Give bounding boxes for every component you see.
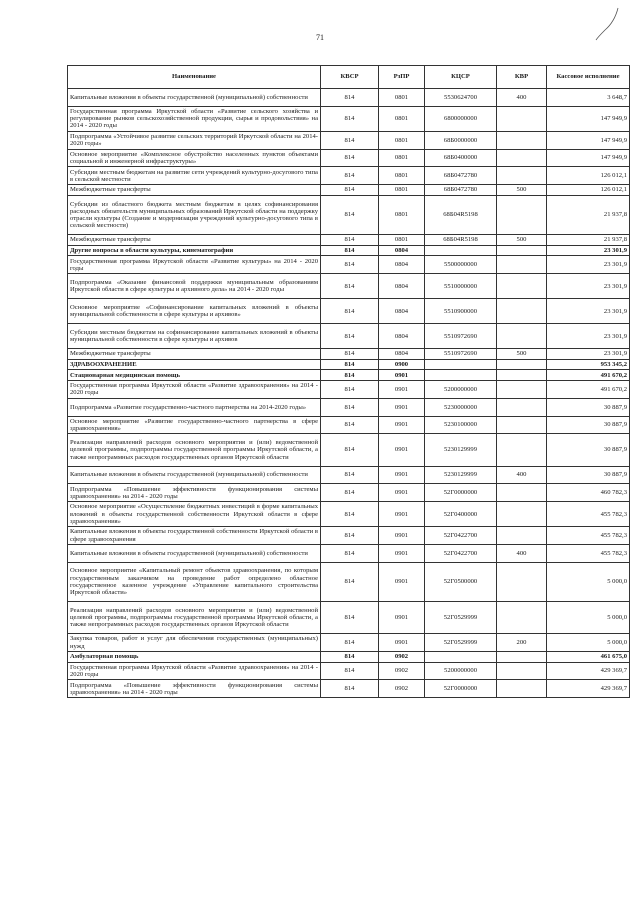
row-kvr — [497, 274, 547, 299]
row-kvsr: 814 — [321, 359, 379, 370]
table-row — [68, 195, 630, 234]
row-kvr — [497, 484, 547, 502]
row-amount: 23 301,9 — [547, 349, 630, 360]
row-amount: 3 648,7 — [547, 89, 630, 107]
row-kcsr: 6800000000 — [425, 106, 497, 131]
row-kcsr: 5230000000 — [425, 398, 497, 416]
row-rzpr: 0801 — [379, 195, 425, 234]
row-rzpr: 0804 — [379, 349, 425, 360]
row-kvsr: 814 — [321, 416, 379, 434]
row-kcsr: 52Г0529999 — [425, 634, 497, 652]
row-kvsr: 814 — [321, 89, 379, 107]
row-name: Подпрограмма «Оказание финансовой поддержки муниципальным образованиям Иркутской области в сфере культуры и архивного дела» на 2014 - 2020 годы — [68, 274, 321, 299]
row-kvsr: 814 — [321, 502, 379, 527]
row-kvr — [497, 195, 547, 234]
table-row — [68, 652, 630, 663]
row-kcsr — [425, 652, 497, 663]
row-kvsr: 814 — [321, 131, 379, 149]
row-kcsr: 5530624700 — [425, 89, 497, 107]
row-kvsr: 814 — [321, 662, 379, 680]
row-amount: 23 301,9 — [547, 245, 630, 256]
table-row — [68, 185, 630, 196]
row-rzpr: 0801 — [379, 167, 425, 185]
row-rzpr: 0900 — [379, 359, 425, 370]
table-row — [68, 299, 630, 324]
row-kcsr: 5200000000 — [425, 662, 497, 680]
row-name: Субсидии из областного бюджета местным бюджетам в целях софинансирования расходных обязательств муниципальных образований Иркутской области на поддержку отрасли культуры (Создание и модернизация учреждений культурно-досугового типа в сельской местности) — [68, 195, 321, 234]
table-row — [68, 380, 630, 398]
row-kvr — [497, 256, 547, 274]
header-rzpr: РзПР — [379, 66, 425, 89]
row-name: Основное мероприятие «Осуществление бюджетных инвестиций в форме капитальных вложений в объекты государственной собственности Иркутской области в сфере здравоохранения» — [68, 502, 321, 527]
row-rzpr: 0801 — [379, 89, 425, 107]
row-kvr — [497, 398, 547, 416]
row-kvr — [497, 527, 547, 545]
table-row — [68, 245, 630, 256]
row-name: Подпрограмма «Повышение эффективности функционирования системы здравоохранения» на 2014 - 2020 годы — [68, 484, 321, 502]
row-kcsr: 68Б0472780 — [425, 167, 497, 185]
row-kvsr: 814 — [321, 185, 379, 196]
row-name: Межбюджетные трансферты — [68, 349, 321, 360]
row-rzpr: 0901 — [379, 634, 425, 652]
row-kvr — [497, 380, 547, 398]
table-row — [68, 466, 630, 484]
row-kvr — [497, 652, 547, 663]
table-row — [68, 416, 630, 434]
row-kcsr — [425, 370, 497, 381]
row-rzpr: 0901 — [379, 562, 425, 601]
row-amount: 30 887,9 — [547, 466, 630, 484]
row-amount: 23 301,9 — [547, 299, 630, 324]
row-amount: 21 937,8 — [547, 195, 630, 234]
row-kvr: 500 — [497, 185, 547, 196]
row-amount: 21 937,8 — [547, 235, 630, 246]
row-kvr: 200 — [497, 634, 547, 652]
row-kcsr: 5510900000 — [425, 299, 497, 324]
row-kcsr: 52Г0400000 — [425, 502, 497, 527]
row-rzpr: 0804 — [379, 299, 425, 324]
row-rzpr: 0901 — [379, 544, 425, 562]
row-rzpr: 0801 — [379, 185, 425, 196]
row-kvr — [497, 562, 547, 601]
row-rzpr: 0901 — [379, 502, 425, 527]
row-amount: 23 301,9 — [547, 274, 630, 299]
table-row — [68, 89, 630, 107]
row-amount: 147 949,9 — [547, 131, 630, 149]
row-name: Субсидии местным бюджетам на софинансирование капитальных вложений в объекты муниципальной собственности в сфере культуры и архивов — [68, 324, 321, 349]
header-kvr: КВР — [497, 66, 547, 89]
row-name: Другие вопросы в области культуры, кинематографии — [68, 245, 321, 256]
row-kcsr: 68Б0472780 — [425, 185, 497, 196]
row-amount: 455 782,3 — [547, 527, 630, 545]
row-kvsr: 814 — [321, 349, 379, 360]
row-rzpr: 0902 — [379, 652, 425, 663]
row-name: Закупка товаров, работ и услуг для обеспечения государственных (муниципальных) нужд — [68, 634, 321, 652]
row-name: Амбулаторная помощь — [68, 652, 321, 663]
row-kvsr: 814 — [321, 680, 379, 698]
row-kcsr: 52Г0422700 — [425, 544, 497, 562]
row-rzpr: 0902 — [379, 680, 425, 698]
row-rzpr: 0901 — [379, 466, 425, 484]
row-name: Основное мероприятие «Капитальный ремонт объектов здравоохранения, по которым государственным заказчиком на проведение работ определено областное государственное казенное учреждение «Управление капитального строительства Иркутской области» — [68, 562, 321, 601]
row-rzpr: 0901 — [379, 484, 425, 502]
row-kcsr: 52Г0422700 — [425, 527, 497, 545]
table-row — [68, 106, 630, 131]
row-rzpr: 0901 — [379, 602, 425, 634]
table-row — [68, 131, 630, 149]
row-name: Подпрограмма «Повышение эффективности функционирования системы здравоохранения» на 2014 - 2020 годы — [68, 680, 321, 698]
row-kvsr: 814 — [321, 195, 379, 234]
row-amount: 5 000,0 — [547, 634, 630, 652]
row-amount: 491 670,2 — [547, 370, 630, 381]
row-kcsr: 5510000000 — [425, 274, 497, 299]
table-row — [68, 680, 630, 698]
table-row — [68, 562, 630, 601]
row-amount: 429 369,7 — [547, 680, 630, 698]
row-kvr — [497, 662, 547, 680]
row-name: Государственная программа Иркутской области «Развитие культуры» на 2014 - 2020 годы — [68, 256, 321, 274]
row-amount: 953 345,2 — [547, 359, 630, 370]
row-name: Государственная программа Иркутской области «Развитие здравоохранения» на 2014 - 2020 годы — [68, 380, 321, 398]
row-kcsr: 68Б0400000 — [425, 149, 497, 167]
row-kvr — [497, 299, 547, 324]
row-name: Государственная программа Иркутской области «Развитие сельского хозяйства и регулирование рынков сельскохозяйственной продукции, сырья и продовольствия» на 2014 - 2020 годы — [68, 106, 321, 131]
row-kvr: 400 — [497, 89, 547, 107]
table-row — [68, 235, 630, 246]
table-row — [68, 484, 630, 502]
row-rzpr: 0901 — [379, 416, 425, 434]
row-kcsr: 68Б0000000 — [425, 131, 497, 149]
row-kcsr: 5230129999 — [425, 434, 497, 466]
table-row — [68, 149, 630, 167]
row-name: Государственная программа Иркутской области «Развитие здравоохранения» на 2014 - 2020 годы — [68, 662, 321, 680]
row-name: Субсидии местным бюджетам на развитие сети учреждений культурно-досугового типа в сельской местности — [68, 167, 321, 185]
row-amount: 30 887,9 — [547, 434, 630, 466]
row-amount: 126 012,1 — [547, 185, 630, 196]
row-kcsr: 52Г0000000 — [425, 484, 497, 502]
row-rzpr: 0901 — [379, 380, 425, 398]
table-row — [68, 274, 630, 299]
row-rzpr: 0801 — [379, 106, 425, 131]
header-kcsr: КЦСР — [425, 66, 497, 89]
row-kcsr: 52Г0000000 — [425, 680, 497, 698]
row-kvr — [497, 359, 547, 370]
table-row — [68, 256, 630, 274]
row-kvsr: 814 — [321, 634, 379, 652]
row-kvr: 400 — [497, 544, 547, 562]
row-rzpr: 0801 — [379, 235, 425, 246]
row-kvr — [497, 370, 547, 381]
row-amount: 5 000,0 — [547, 562, 630, 601]
row-kvsr: 814 — [321, 245, 379, 256]
row-name: Капитальные вложения в объекты государственной (муниципальной) собственности — [68, 466, 321, 484]
row-name: Основное мероприятие «Комплексное обустройство населенных пунктов объектами социальной и инженерной инфраструктуры» — [68, 149, 321, 167]
table-row — [68, 324, 630, 349]
row-kvsr: 814 — [321, 527, 379, 545]
row-kvr — [497, 167, 547, 185]
row-kvr — [497, 106, 547, 131]
row-kcsr: 5500000000 — [425, 256, 497, 274]
row-amount: 461 675,0 — [547, 652, 630, 663]
row-kvr: 500 — [497, 235, 547, 246]
table-row — [68, 662, 630, 680]
row-kvsr: 814 — [321, 466, 379, 484]
row-kvsr: 814 — [321, 149, 379, 167]
row-name: Капитальные вложения в объекты государственной собственности Иркутской области в сфере здравоохранения — [68, 527, 321, 545]
row-kvr — [497, 502, 547, 527]
row-rzpr: 0801 — [379, 131, 425, 149]
row-kcsr: 52Г0529999 — [425, 602, 497, 634]
row-rzpr: 0804 — [379, 245, 425, 256]
row-name: Реализация направлений расходов основного мероприятия и (или) ведомственной целевой программы, подпрограммы государственной программы Иркутской области, а также непрограммных расходов государственных органов Иркутской области — [68, 434, 321, 466]
row-amount: 30 887,9 — [547, 398, 630, 416]
row-rzpr: 0901 — [379, 434, 425, 466]
row-rzpr: 0901 — [379, 527, 425, 545]
row-name: Капитальные вложения в объекты государственной (муниципальной) собственности — [68, 89, 321, 107]
row-kvsr: 814 — [321, 380, 379, 398]
table-row — [68, 349, 630, 360]
row-amount: 147 949,9 — [547, 149, 630, 167]
row-kvsr: 814 — [321, 235, 379, 246]
row-kvsr: 814 — [321, 602, 379, 634]
row-kvr: 500 — [497, 349, 547, 360]
row-amount: 23 301,9 — [547, 324, 630, 349]
table-row — [68, 359, 630, 370]
header-amount: Кассовое исполнение — [547, 66, 630, 89]
table-row — [68, 370, 630, 381]
row-amount: 455 782,3 — [547, 502, 630, 527]
row-amount: 126 012,1 — [547, 167, 630, 185]
row-amount: 429 369,7 — [547, 662, 630, 680]
row-kvsr: 814 — [321, 274, 379, 299]
row-kcsr: 52Г0500000 — [425, 562, 497, 601]
row-name: ЗДРАВООХРАНЕНИЕ — [68, 359, 321, 370]
row-rzpr: 0801 — [379, 149, 425, 167]
handwritten-mark — [592, 6, 622, 42]
row-kvsr: 814 — [321, 434, 379, 466]
row-name: Межбюджетные трансферты — [68, 235, 321, 246]
row-kvsr: 814 — [321, 167, 379, 185]
row-rzpr: 0804 — [379, 256, 425, 274]
row-rzpr: 0804 — [379, 274, 425, 299]
table-row — [68, 544, 630, 562]
row-kvsr: 814 — [321, 324, 379, 349]
row-kcsr: 5230129999 — [425, 466, 497, 484]
row-rzpr: 0902 — [379, 662, 425, 680]
table-body — [68, 89, 630, 698]
row-kvr — [497, 602, 547, 634]
row-rzpr: 0804 — [379, 324, 425, 349]
row-kvsr: 814 — [321, 299, 379, 324]
row-name: Стационарная медицинская помощь — [68, 370, 321, 381]
row-kvr — [497, 680, 547, 698]
page-number: 71 — [316, 33, 324, 42]
row-kcsr: 5230100000 — [425, 416, 497, 434]
row-kvr — [497, 324, 547, 349]
table-row — [68, 434, 630, 466]
row-kvr — [497, 149, 547, 167]
row-kcsr: 68Б04R5198 — [425, 235, 497, 246]
table-row — [68, 527, 630, 545]
header-kvsr: КВСР — [321, 66, 379, 89]
table-header-row — [68, 66, 630, 89]
row-amount: 491 670,2 — [547, 380, 630, 398]
row-amount: 30 887,9 — [547, 416, 630, 434]
row-amount: 5 000,0 — [547, 602, 630, 634]
row-amount: 455 782,3 — [547, 544, 630, 562]
row-kvsr: 814 — [321, 652, 379, 663]
table-row — [68, 502, 630, 527]
row-name: Основное мероприятие «Развитие государственно-частного партнерства в сфере здравоохранения» — [68, 416, 321, 434]
row-kcsr: 68Б04R5198 — [425, 195, 497, 234]
row-kvr — [497, 434, 547, 466]
table-row — [68, 398, 630, 416]
row-kvr — [497, 416, 547, 434]
row-kcsr — [425, 245, 497, 256]
row-name: Основное мероприятие «Софинансирование капитальных вложений в объекты муниципальной собственности в сфере культуры и архивов» — [68, 299, 321, 324]
row-kcsr: 5510972690 — [425, 349, 497, 360]
budget-execution-table — [67, 65, 630, 698]
row-amount: 23 301,9 — [547, 256, 630, 274]
row-kvsr: 814 — [321, 370, 379, 381]
row-amount: 460 782,3 — [547, 484, 630, 502]
row-name: Капитальные вложения в объекты государственной (муниципальной) собственности — [68, 544, 321, 562]
row-name: Реализация направлений расходов основного мероприятия и (или) ведомственной целевой программы, подпрограммы государственной программы Иркутской области, а также непрограммных расходов государственных органов Иркутской области — [68, 602, 321, 634]
row-rzpr: 0901 — [379, 370, 425, 381]
table-row — [68, 602, 630, 634]
row-kcsr — [425, 359, 497, 370]
row-kvsr: 814 — [321, 106, 379, 131]
row-kvsr: 814 — [321, 484, 379, 502]
row-name: Подпрограмма «Развитие государственно-частного партнерства на 2014-2020 годы» — [68, 398, 321, 416]
row-kvr — [497, 131, 547, 149]
row-kvsr: 814 — [321, 256, 379, 274]
row-kvsr: 814 — [321, 544, 379, 562]
row-kcsr: 5510972690 — [425, 324, 497, 349]
row-name: Межбюджетные трансферты — [68, 185, 321, 196]
row-kvsr: 814 — [321, 398, 379, 416]
row-kvr — [497, 245, 547, 256]
header-name: Наименование — [68, 66, 321, 89]
row-amount: 147 949,9 — [547, 106, 630, 131]
row-kvsr: 814 — [321, 562, 379, 601]
row-name: Подпрограмма «Устойчивое развитие сельских территорий Иркутской области на 2014-2020 годы» — [68, 131, 321, 149]
row-rzpr: 0901 — [379, 398, 425, 416]
row-kvr: 400 — [497, 466, 547, 484]
row-kcsr: 5200000000 — [425, 380, 497, 398]
table-row — [68, 634, 630, 652]
table-row — [68, 167, 630, 185]
